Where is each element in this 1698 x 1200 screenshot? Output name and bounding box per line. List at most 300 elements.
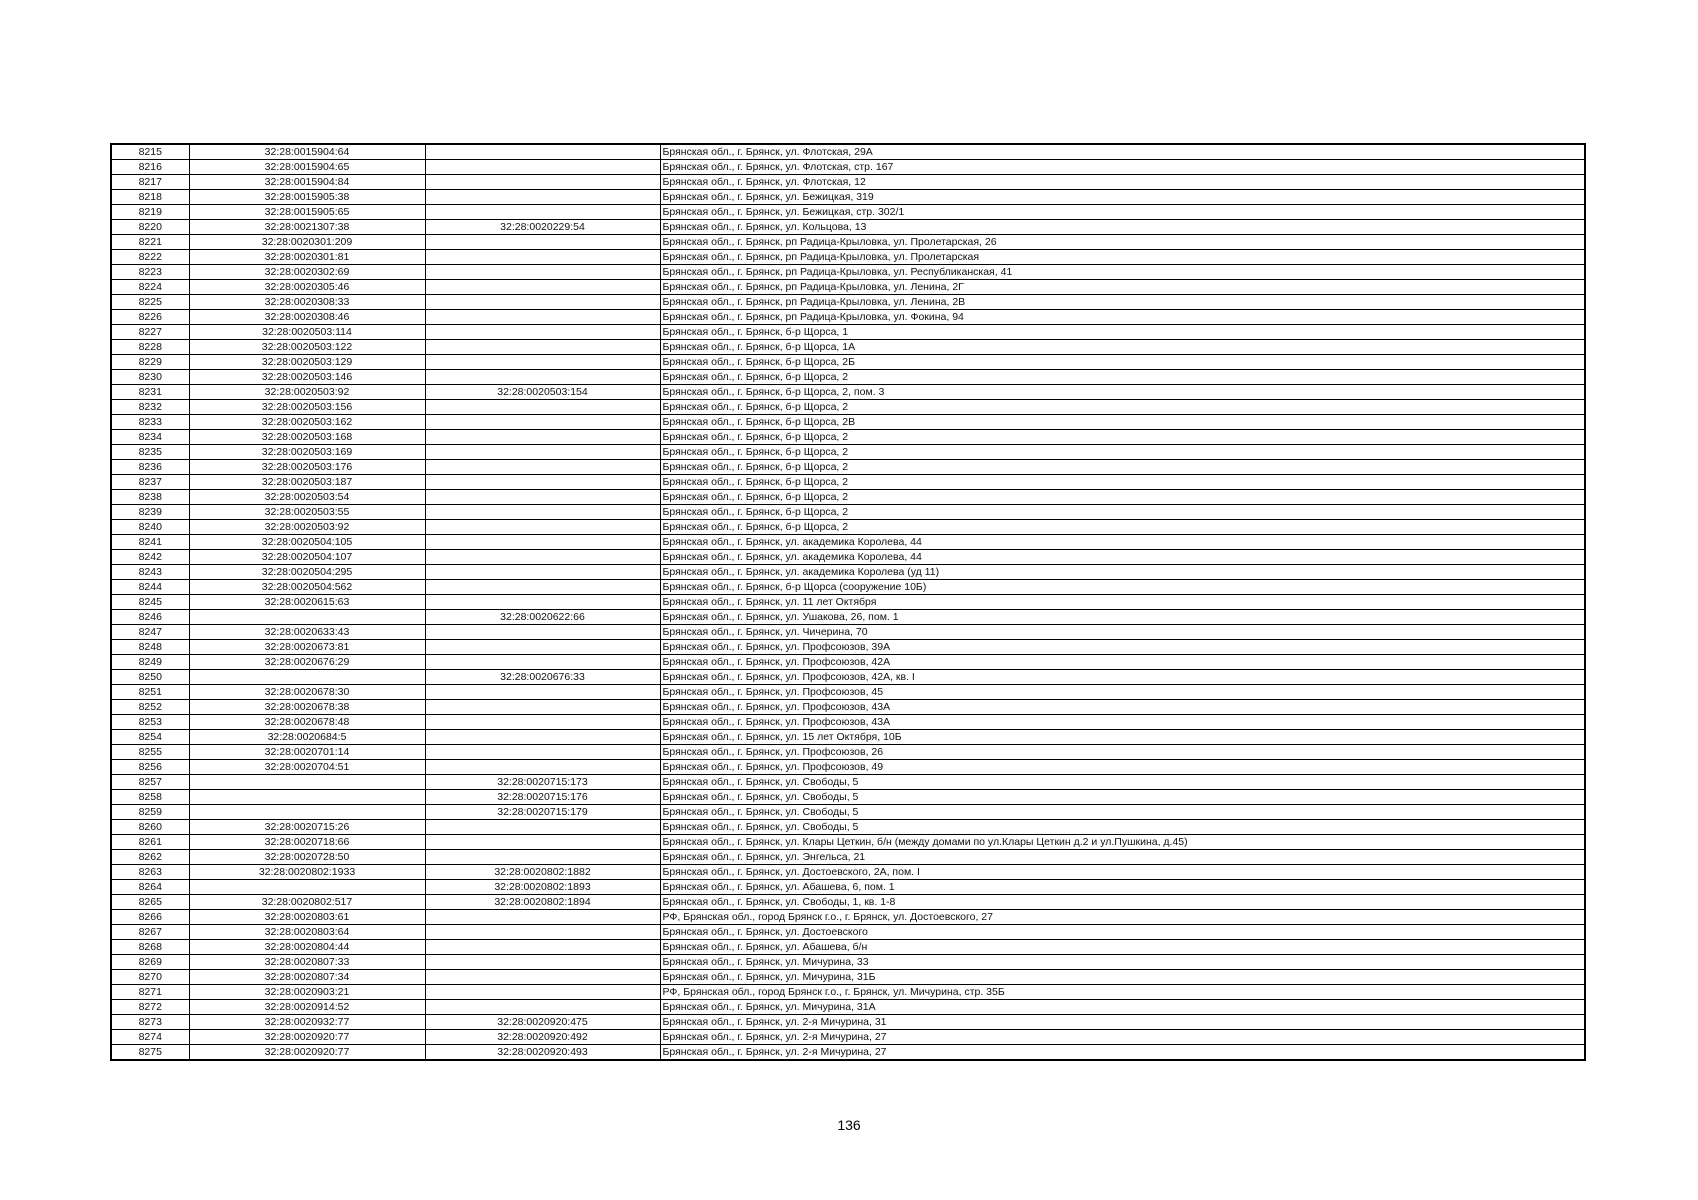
row-number-cell: 8219 [111,205,189,220]
row-number-cell: 8254 [111,730,189,745]
address-cell: Брянская обл., г. Брянск, ул. Ушакова, 26, пом. 1 [660,610,1585,625]
row-number-cell: 8224 [111,280,189,295]
row-number-cell: 8241 [111,535,189,550]
address-cell: Брянская обл., г. Брянск, ул. Профсоюзов, 49 [660,760,1585,775]
table-row [111,625,1585,640]
related-cadastral-number-cell [425,640,660,655]
table-row [111,550,1585,565]
related-cadastral-number-cell: 32:28:0020676:33 [425,670,660,685]
related-cadastral-number-cell [425,715,660,730]
related-cadastral-number-cell [425,520,660,535]
related-cadastral-number-cell [425,295,660,310]
related-cadastral-number-cell: 32:28:0020715:176 [425,790,660,805]
related-cadastral-number-cell [425,505,660,520]
table-row [111,430,1585,445]
row-number-cell: 8220 [111,220,189,235]
related-cadastral-number-cell [425,1000,660,1015]
row-number-cell: 8264 [111,880,189,895]
row-number-cell: 8244 [111,580,189,595]
row-number-cell: 8226 [111,310,189,325]
related-cadastral-number-cell [425,685,660,700]
row-number-cell: 8263 [111,865,189,880]
address-cell: Брянская обл., г. Брянск, рп Радица-Крыловка, ул. Пролетарская, 26 [660,235,1585,250]
related-cadastral-number-cell: 32:28:0020622:66 [425,610,660,625]
address-cell: Брянская обл., г. Брянск, ул. 2-я Мичурина, 27 [660,1030,1585,1045]
table-row [111,925,1585,940]
cadastral-number-cell: 32:28:0020718:66 [189,835,425,850]
related-cadastral-number-cell [425,820,660,835]
related-cadastral-number-cell [425,655,660,670]
row-number-cell: 8232 [111,400,189,415]
cadastral-number-cell: 32:28:0020803:64 [189,925,425,940]
table-row [111,940,1585,955]
table-row [111,220,1585,235]
related-cadastral-number-cell [425,700,660,715]
cadastral-number-cell: 32:28:0020920:77 [189,1045,425,1061]
table-row [111,1030,1585,1045]
address-cell: Брянская обл., г. Брянск, ул. Клары Цеткин, б/н (между домами по ул.Клары Цеткин д.2 и ул.Пушкина, д.45) [660,835,1585,850]
address-cell: Брянская обл., г. Брянск, ул. Мичурина, 31Б [660,970,1585,985]
address-cell: РФ, Брянская обл., город Брянск г.о., г. Брянск, ул. Достоевского, 27 [660,910,1585,925]
related-cadastral-number-cell: 32:28:0020920:492 [425,1030,660,1045]
address-cell: Брянская обл., г. Брянск, б-р Щорса, 2Б [660,355,1585,370]
table-row [111,880,1585,895]
table-row [111,490,1585,505]
address-cell: Брянская обл., г. Брянск, б-р Щорса, 2 [660,475,1585,490]
cadastral-number-cell: 32:28:0020504:562 [189,580,425,595]
row-number-cell: 8234 [111,430,189,445]
cadastral-number-cell: 32:28:0020503:92 [189,385,425,400]
table-row [111,790,1585,805]
address-cell: Брянская обл., г. Брянск, рп Радица-Крыловка, ул. Фокина, 94 [660,310,1585,325]
cadastral-number-cell: 32:28:0020308:46 [189,310,425,325]
row-number-cell: 8250 [111,670,189,685]
table-row [111,144,1585,160]
table-row [111,775,1585,790]
row-number-cell: 8255 [111,745,189,760]
table-row [111,670,1585,685]
cadastral-number-cell: 32:28:0020503:122 [189,340,425,355]
related-cadastral-number-cell: 32:28:0020802:1882 [425,865,660,880]
address-cell: Брянская обл., г. Брянск, ул. Флотская, 12 [660,175,1585,190]
table-row [111,460,1585,475]
row-number-cell: 8227 [111,325,189,340]
cadastral-number-cell: 32:28:0020503:55 [189,505,425,520]
cadastral-number-cell: 32:28:0020302:69 [189,265,425,280]
table-row [111,1045,1585,1061]
cadastral-number-cell: 32:28:0020920:77 [189,1030,425,1045]
table-row [111,400,1585,415]
cadastral-number-cell: 32:28:0020503:176 [189,460,425,475]
address-cell: Брянская обл., г. Брянск, ул. академика Королева, 44 [660,535,1585,550]
row-number-cell: 8247 [111,625,189,640]
related-cadastral-number-cell: 32:28:0020715:173 [425,775,660,790]
cadastral-number-cell: 32:28:0020932:77 [189,1015,425,1030]
row-number-cell: 8222 [111,250,189,265]
related-cadastral-number-cell [425,370,660,385]
row-number-cell: 8272 [111,1000,189,1015]
cadastral-number-cell [189,610,425,625]
address-cell: Брянская обл., г. Брянск, ул. Свободы, 5 [660,790,1585,805]
related-cadastral-number-cell [425,535,660,550]
address-cell: Брянская обл., г. Брянск, ул. Мичурина, 33 [660,955,1585,970]
cadastral-number-cell: 32:28:0020676:29 [189,655,425,670]
table-row [111,820,1585,835]
cadastral-number-cell: 32:28:0020802:1933 [189,865,425,880]
address-cell: Брянская обл., г. Брянск, б-р Щорса, 2 [660,370,1585,385]
related-cadastral-number-cell [425,265,660,280]
row-number-cell: 8240 [111,520,189,535]
table-row [111,640,1585,655]
related-cadastral-number-cell [425,940,660,955]
table-row [111,235,1585,250]
table-row [111,205,1585,220]
cadastral-number-cell: 32:28:0020673:81 [189,640,425,655]
row-number-cell: 8257 [111,775,189,790]
cadastral-number-cell: 32:28:0020678:48 [189,715,425,730]
cadastral-number-cell: 32:28:0015905:65 [189,205,425,220]
row-number-cell: 8229 [111,355,189,370]
cadastral-number-cell [189,775,425,790]
related-cadastral-number-cell: 32:28:0020920:493 [425,1045,660,1061]
address-cell: Брянская обл., г. Брянск, рп Радица-Крыловка, ул. Республиканская, 41 [660,265,1585,280]
related-cadastral-number-cell [425,925,660,940]
cadastral-number-cell: 32:28:0020503:114 [189,325,425,340]
cadastral-number-cell: 32:28:0015904:64 [189,144,425,160]
row-number-cell: 8251 [111,685,189,700]
table-row [111,370,1585,385]
related-cadastral-number-cell [425,355,660,370]
table-row [111,280,1585,295]
address-cell: Брянская обл., г. Брянск, б-р Щорса, 2 [660,520,1585,535]
address-cell: Брянская обл., г. Брянск, б-р Щорса, 2В [660,415,1585,430]
related-cadastral-number-cell [425,190,660,205]
address-cell: Брянская обл., г. Брянск, ул. Абашева, б/н [660,940,1585,955]
related-cadastral-number-cell [425,205,660,220]
table-row [111,745,1585,760]
cadastral-number-cell: 32:28:0020678:30 [189,685,425,700]
row-number-cell: 8216 [111,160,189,175]
address-cell: Брянская обл., г. Брянск, ул. Достоевского, 2А, пом. I [660,865,1585,880]
row-number-cell: 8236 [111,460,189,475]
address-cell: Брянская обл., г. Брянск, рп Радица-Крыловка, ул. Пролетарская [660,250,1585,265]
related-cadastral-number-cell: 32:28:0020229:54 [425,220,660,235]
address-cell: Брянская обл., г. Брянск, ул. академика Королева, 44 [660,550,1585,565]
page-number: 136 [837,1117,861,1133]
address-cell: Брянская обл., г. Брянск, ул. 2-я Мичурина, 31 [660,1015,1585,1030]
table-row [111,325,1585,340]
table-row [111,535,1585,550]
table-row [111,445,1585,460]
related-cadastral-number-cell [425,400,660,415]
cadastral-number-cell: 32:28:0015904:84 [189,175,425,190]
related-cadastral-number-cell [425,985,660,1000]
related-cadastral-number-cell [425,144,660,160]
row-number-cell: 8238 [111,490,189,505]
cadastral-number-cell [189,805,425,820]
cadastral-number-cell: 32:28:0020903:21 [189,985,425,1000]
cadastral-number-cell: 32:28:0020503:162 [189,415,425,430]
cadastral-number-cell: 32:28:0015905:38 [189,190,425,205]
address-cell: Брянская обл., г. Брянск, ул. Свободы, 5 [660,820,1585,835]
row-number-cell: 8218 [111,190,189,205]
address-cell: Брянская обл., г. Брянск, б-р Щорса, 1 [660,325,1585,340]
address-cell: Брянская обл., г. Брянск, ул. Мичурина, 31А [660,1000,1585,1015]
address-cell: Брянская обл., г. Брянск, рп Радица-Крыловка, ул. Ленина, 2В [660,295,1585,310]
related-cadastral-number-cell: 32:28:0020715:179 [425,805,660,820]
cadastral-number-cell: 32:28:0021307:38 [189,220,425,235]
table-row [111,505,1585,520]
row-number-cell: 8270 [111,970,189,985]
table-row [111,850,1585,865]
cadastral-number-cell: 32:28:0020504:107 [189,550,425,565]
table-row [111,310,1585,325]
related-cadastral-number-cell: 32:28:0020802:1894 [425,895,660,910]
row-number-cell: 8260 [111,820,189,835]
table-row [111,985,1585,1000]
cadastral-number-cell: 32:28:0020803:61 [189,910,425,925]
cadastral-number-cell: 32:28:0020802:517 [189,895,425,910]
address-cell: Брянская обл., г. Брянск, б-р Щорса, 2 [660,490,1585,505]
related-cadastral-number-cell [425,235,660,250]
row-number-cell: 8256 [111,760,189,775]
address-cell: Брянская обл., г. Брянск, ул. Флотская, стр. 167 [660,160,1585,175]
address-cell: Брянская обл., г. Брянск, ул. Чичерина, 70 [660,625,1585,640]
row-number-cell: 8243 [111,565,189,580]
table-row [111,655,1585,670]
cadastral-number-cell: 32:28:0020503:129 [189,355,425,370]
row-number-cell: 8223 [111,265,189,280]
cadastral-number-cell: 32:28:0020914:52 [189,1000,425,1015]
related-cadastral-number-cell: 32:28:0020503:154 [425,385,660,400]
address-cell: Брянская обл., г. Брянск, б-р Щорса, 2 [660,460,1585,475]
cadastral-number-cell: 32:28:0020678:38 [189,700,425,715]
cadastral-number-cell: 32:28:0020503:187 [189,475,425,490]
address-cell: Брянская обл., г. Брянск, ул. Профсоюзов, 39А [660,640,1585,655]
related-cadastral-number-cell [425,445,660,460]
row-number-cell: 8215 [111,144,189,160]
related-cadastral-number-cell [425,970,660,985]
cadastral-number-cell: 32:28:0020633:43 [189,625,425,640]
address-cell: Брянская обл., г. Брянск, б-р Щорса, 2 [660,430,1585,445]
table-row [111,385,1585,400]
cadastral-number-cell: 32:28:0020504:295 [189,565,425,580]
row-number-cell: 8233 [111,415,189,430]
cadastral-number-cell: 32:28:0015904:65 [189,160,425,175]
related-cadastral-number-cell [425,415,660,430]
cadastral-number-cell: 32:28:0020503:156 [189,400,425,415]
cadastral-number-cell: 32:28:0020503:169 [189,445,425,460]
table-row [111,565,1585,580]
address-cell: Брянская обл., г. Брянск, ул. Профсоюзов, 42А, кв. I [660,670,1585,685]
row-number-cell: 8261 [111,835,189,850]
cadastral-number-cell: 32:28:0020503:92 [189,520,425,535]
related-cadastral-number-cell [425,595,660,610]
row-number-cell: 8217 [111,175,189,190]
address-cell: Брянская обл., г. Брянск, б-р Щорса, 1А [660,340,1585,355]
address-cell: Брянская обл., г. Брянск, ул. Профсоюзов, 43А [660,715,1585,730]
cadastral-number-cell: 32:28:0020684:5 [189,730,425,745]
cadastral-number-cell [189,670,425,685]
address-cell: Брянская обл., г. Брянск, б-р Щорса (сооружение 10Б) [660,580,1585,595]
row-number-cell: 8262 [111,850,189,865]
cadastral-number-cell: 32:28:0020504:105 [189,535,425,550]
related-cadastral-number-cell: 32:28:0020920:475 [425,1015,660,1030]
related-cadastral-number-cell [425,625,660,640]
registry-table [110,143,1586,1061]
row-number-cell: 8265 [111,895,189,910]
address-cell: Брянская обл., г. Брянск, ул. 2-я Мичурина, 27 [660,1045,1585,1061]
cadastral-number-cell: 32:28:0020615:63 [189,595,425,610]
table-row [111,475,1585,490]
related-cadastral-number-cell [425,280,660,295]
address-cell: Брянская обл., г. Брянск, ул. Флотская, 29А [660,144,1585,160]
address-cell: Брянская обл., г. Брянск, ул. 15 лет Октября, 10Б [660,730,1585,745]
address-cell: РФ, Брянская обл., город Брянск г.о., г. Брянск, ул. Мичурина, стр. 35Б [660,985,1585,1000]
table-row [111,685,1585,700]
cadastral-number-cell: 32:28:0020305:46 [189,280,425,295]
row-number-cell: 8253 [111,715,189,730]
table-row [111,160,1585,175]
table-row [111,595,1585,610]
related-cadastral-number-cell [425,850,660,865]
address-cell: Брянская обл., г. Брянск, ул. Достоевского [660,925,1585,940]
table-row [111,895,1585,910]
address-cell: Брянская обл., г. Брянск, ул. 11 лет Октября [660,595,1585,610]
table-row [111,835,1585,850]
table-row [111,265,1585,280]
table-row [111,700,1585,715]
address-cell: Брянская обл., г. Брянск, ул. Кольцова, 13 [660,220,1585,235]
cadastral-number-cell: 32:28:0020807:33 [189,955,425,970]
address-cell: Брянская обл., г. Брянск, б-р Щорса, 2, пом. 3 [660,385,1585,400]
table-row [111,730,1585,745]
table-row [111,1000,1585,1015]
cadastral-number-cell: 32:28:0020301:209 [189,235,425,250]
address-cell: Брянская обл., г. Брянск, б-р Щорса, 2 [660,505,1585,520]
address-cell: Брянская обл., г. Брянск, ул. Свободы, 5 [660,775,1585,790]
row-number-cell: 8231 [111,385,189,400]
cadastral-number-cell: 32:28:0020503:168 [189,430,425,445]
address-cell: Брянская обл., г. Брянск, ул. Бежицкая, 319 [660,190,1585,205]
table-row [111,295,1585,310]
address-cell: Брянская обл., г. Брянск, ул. Энгельса, 21 [660,850,1585,865]
related-cadastral-number-cell [425,760,660,775]
table-row [111,910,1585,925]
row-number-cell: 8269 [111,955,189,970]
related-cadastral-number-cell [425,160,660,175]
cadastral-number-cell: 32:28:0020807:34 [189,970,425,985]
row-number-cell: 8228 [111,340,189,355]
row-number-cell: 8268 [111,940,189,955]
cadastral-number-cell: 32:28:0020704:51 [189,760,425,775]
row-number-cell: 8246 [111,610,189,625]
address-cell: Брянская обл., г. Брянск, ул. Абашева, 6, пом. 1 [660,880,1585,895]
related-cadastral-number-cell: 32:28:0020802:1893 [425,880,660,895]
table-row [111,340,1585,355]
row-number-cell: 8274 [111,1030,189,1045]
address-cell: Брянская обл., г. Брянск, рп Радица-Крыловка, ул. Ленина, 2Г [660,280,1585,295]
table-row [111,955,1585,970]
table-row [111,355,1585,370]
row-number-cell: 8225 [111,295,189,310]
table-row [111,970,1585,985]
related-cadastral-number-cell [425,580,660,595]
cadastral-number-cell: 32:28:0020301:81 [189,250,425,265]
row-number-cell: 8259 [111,805,189,820]
row-number-cell: 8275 [111,1045,189,1061]
row-number-cell: 8249 [111,655,189,670]
related-cadastral-number-cell [425,955,660,970]
table-row [111,175,1585,190]
table-row [111,250,1585,265]
row-number-cell: 8242 [111,550,189,565]
table-row [111,805,1585,820]
row-number-cell: 8221 [111,235,189,250]
cadastral-number-cell: 32:28:0020503:54 [189,490,425,505]
address-cell: Брянская обл., г. Брянск, ул. Свободы, 5 [660,805,1585,820]
table-row [111,760,1585,775]
address-cell: Брянская обл., г. Брянск, ул. Профсоюзов, 42А [660,655,1585,670]
registry-table-body [111,144,1585,1060]
address-cell: Брянская обл., г. Брянск, ул. Профсоюзов, 45 [660,685,1585,700]
related-cadastral-number-cell [425,325,660,340]
address-cell: Брянская обл., г. Брянск, б-р Щорса, 2 [660,445,1585,460]
table-row [111,580,1585,595]
related-cadastral-number-cell [425,910,660,925]
related-cadastral-number-cell [425,340,660,355]
address-cell: Брянская обл., г. Брянск, ул. Профсоюзов, 26 [660,745,1585,760]
table-row [111,865,1585,880]
row-number-cell: 8239 [111,505,189,520]
table-row [111,715,1585,730]
address-cell: Брянская обл., г. Брянск, ул. Свободы, 1, кв. 1-8 [660,895,1585,910]
related-cadastral-number-cell [425,745,660,760]
row-number-cell: 8230 [111,370,189,385]
cadastral-number-cell: 32:28:0020308:33 [189,295,425,310]
related-cadastral-number-cell [425,460,660,475]
table-row [111,415,1585,430]
table-row [111,190,1585,205]
row-number-cell: 8267 [111,925,189,940]
related-cadastral-number-cell [425,730,660,745]
cadastral-number-cell: 32:28:0020701:14 [189,745,425,760]
cadastral-number-cell: 32:28:0020715:26 [189,820,425,835]
row-number-cell: 8245 [111,595,189,610]
related-cadastral-number-cell [425,310,660,325]
address-cell: Брянская обл., г. Брянск, б-р Щорса, 2 [660,400,1585,415]
related-cadastral-number-cell [425,565,660,580]
table-row [111,610,1585,625]
related-cadastral-number-cell [425,175,660,190]
related-cadastral-number-cell [425,835,660,850]
row-number-cell: 8235 [111,445,189,460]
address-cell: Брянская обл., г. Брянск, ул. Бежицкая, стр. 302/1 [660,205,1585,220]
address-cell: Брянская обл., г. Брянск, ул. академика Королева (уд 11) [660,565,1585,580]
table-row [111,520,1585,535]
cadastral-number-cell [189,790,425,805]
related-cadastral-number-cell [425,250,660,265]
cadastral-number-cell [189,880,425,895]
row-number-cell: 8252 [111,700,189,715]
cadastral-number-cell: 32:28:0020804:44 [189,940,425,955]
related-cadastral-number-cell [425,550,660,565]
row-number-cell: 8258 [111,790,189,805]
row-number-cell: 8248 [111,640,189,655]
row-number-cell: 8273 [111,1015,189,1030]
table-row [111,1015,1585,1030]
related-cadastral-number-cell [425,475,660,490]
